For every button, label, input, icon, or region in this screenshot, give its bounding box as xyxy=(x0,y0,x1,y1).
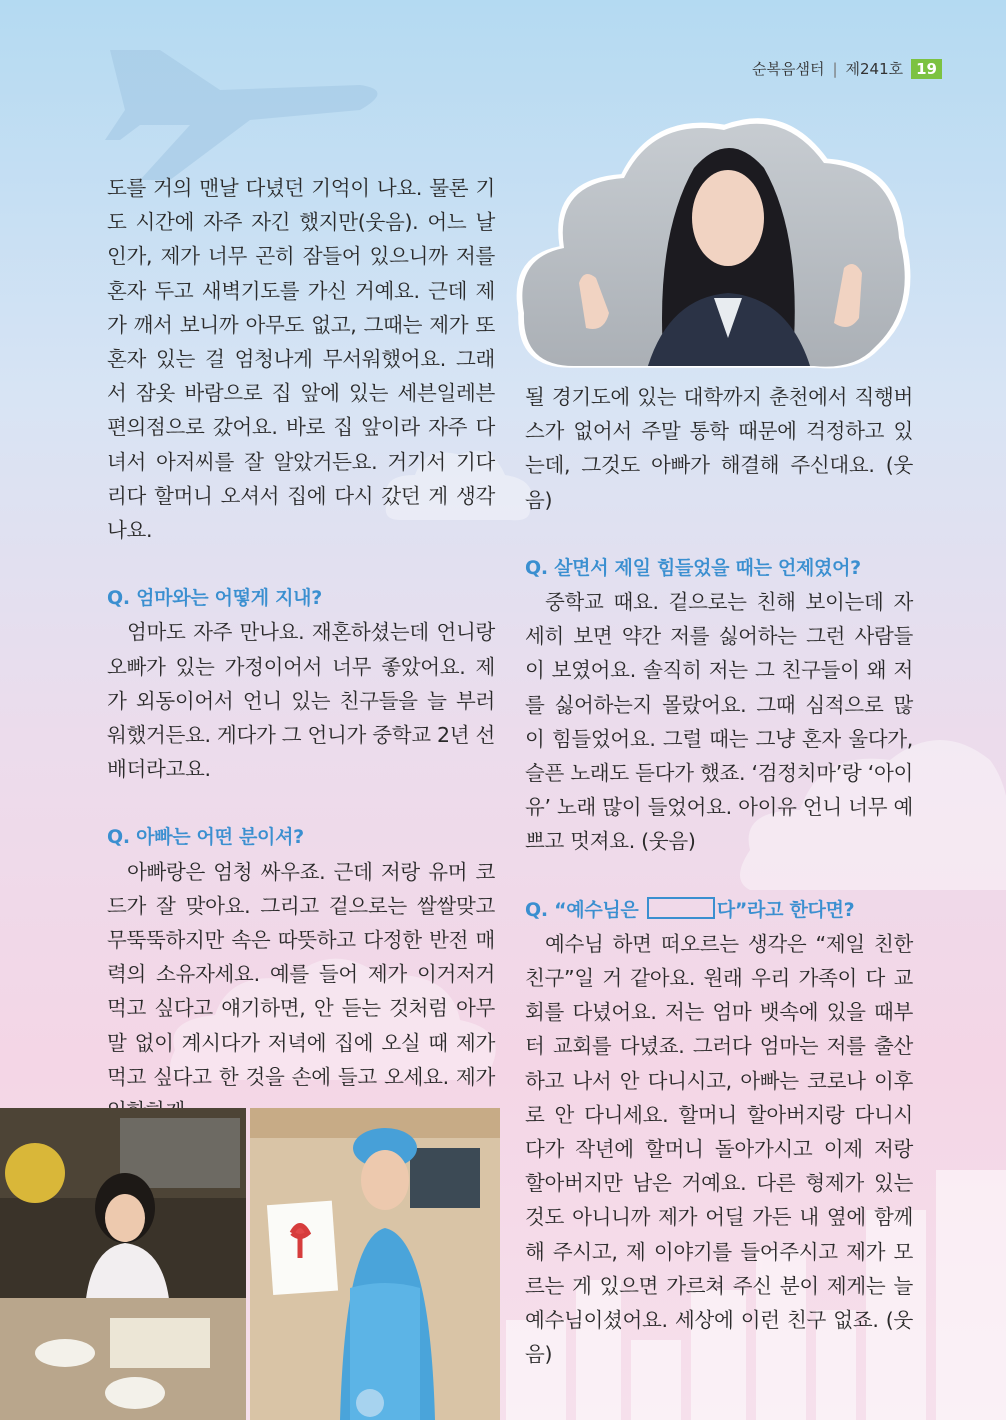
question-mother: Q. 엄마와는 어떻게 지내? xyxy=(107,587,322,610)
question-jesus-prefix: Q. “예수님은 xyxy=(525,898,645,921)
question-jesus-suffix: 다”라고 한다면? xyxy=(716,898,855,921)
question-hardest-time: Q. 살면서 제일 힘들었을 때는 언제였어? xyxy=(525,556,861,579)
question-father: Q. 아빠는 어떤 분이셔? xyxy=(107,826,304,849)
question-jesus xyxy=(525,893,913,927)
answer-father: 아빠랑은 엄청 싸우죠. 근데 저랑 유머 코드가 잘 맞아요. 그리고 겉으로는 쌀쌀맞고 무뚝뚝하지만 속은 따뜻하고 다정한 반전 매력의 소유자세요. 예를 들어 제가 이거저거 먹고 싶다고 얘기하면, 안 듣는 것처럼 아무 말 없이 계시다가 저녁에 집에 오실 때 제가 먹고 싶다고 한 것을 손에 들고 오세요. 제가 xyxy=(107,859,495,1089)
answer-jesus: 예수님 하면 떠오르는 생각은 “제일 친한 친구”일 거 같아요. 원래 우리 가족이 다 교회를 다녔어요. 저는 엄마 뱃속에 있을 때부터 교회를 다녔죠. 그러다 엄마는 저를 출산하고 나서 안 다니시고, 아빠는 코로나 이후로 안 다니세요. 할머니 할아버지랑 다니시다가 작년에 할머니 돌아가시고 이제 저랑 할아버지만 남은 거예요. 다른 형제가 있는 것도 아니니까 제가 어딜 가든 내 옆에 함께해 주시고, 제 이야기를 들어주시고 제가 모르는 게 있으면 가르쳐 주신 분이 제게는 늘 예수님이셨어요. 세상에 이런 친구 없죠. (웃음) xyxy=(525,931,913,1367)
intro-paragraph: 도를 거의 맨날 다녔던 기억이 나요. 물론 기도 시간에 자주 자긴 했지만(웃음). 어느 날인가, 제가 너무 곤히 잠들어 있으니까 저를 혼자 두고 새벽기도를 가신 거예요. 근데 제가 깨서 보니까 아무도 없고, 그때는 제가 또 혼자 있는 걸 엄청나게 무서워했어요. 그래서 잠옷 바람으로 집 앞에 있는 세븐일레븐 편의점으로 갔어요. 바로 집 앞이라 자주 다녀서 아저씨를 잘 알았거든요. 거기서 기다리다 할머니 오셔서 집에 다시 갔던 게 생각나요. xyxy=(107,176,495,543)
airplane-silhouette xyxy=(100,30,400,190)
issue-number: 제241호 xyxy=(845,60,904,78)
photo-restaurant xyxy=(0,1108,246,1420)
page-number: 19 xyxy=(911,59,942,79)
photo-apron-child xyxy=(250,1108,500,1420)
childhood-photos xyxy=(0,1108,500,1420)
left-column xyxy=(107,171,495,1128)
right-column xyxy=(525,380,913,1371)
page-header xyxy=(752,58,942,79)
continued-paragraph: 될 경기도에 있는 대학까지 춘천에서 직행버스가 없어서 주말 통학 때문에 걱정하고 있는데, 그것도 아빠가 해결해 주신대요. (웃음) xyxy=(525,385,913,512)
portrait-photo xyxy=(514,108,918,380)
magazine-title: 순복음샘터 xyxy=(751,60,825,78)
blank-box xyxy=(647,897,715,919)
header-separator: | xyxy=(832,59,838,78)
answer-hardest-time: 중학교 때요. 겉으로는 친해 보이는데 자세히 보면 약간 저를 싫어하는 그런 사람들이 보였어요. 솔직히 저는 그 친구들이 왜 저를 싫어하는지 몰랐어요. 그때 심적으로 많이 힘들었어요. 그럴 때는 그냥 혼자 울다가, 슬픈 노래도 듣다가 했죠. ‘검정치마’랑 ‘아이유’ 노래 많이 들었어요. 아이유 언니 너무 예쁘고 멋져요. (웃음) xyxy=(525,590,913,854)
answer-mother: 엄마도 자주 만나요. 재혼하셨는데 언니랑 오빠가 있는 가정이어서 너무 좋았어요. 제가 외동이어서 언니 있는 친구들을 늘 부러워했거든요. 게다가 그 언니가 중학교 2년 선배더라고요. xyxy=(107,620,495,782)
